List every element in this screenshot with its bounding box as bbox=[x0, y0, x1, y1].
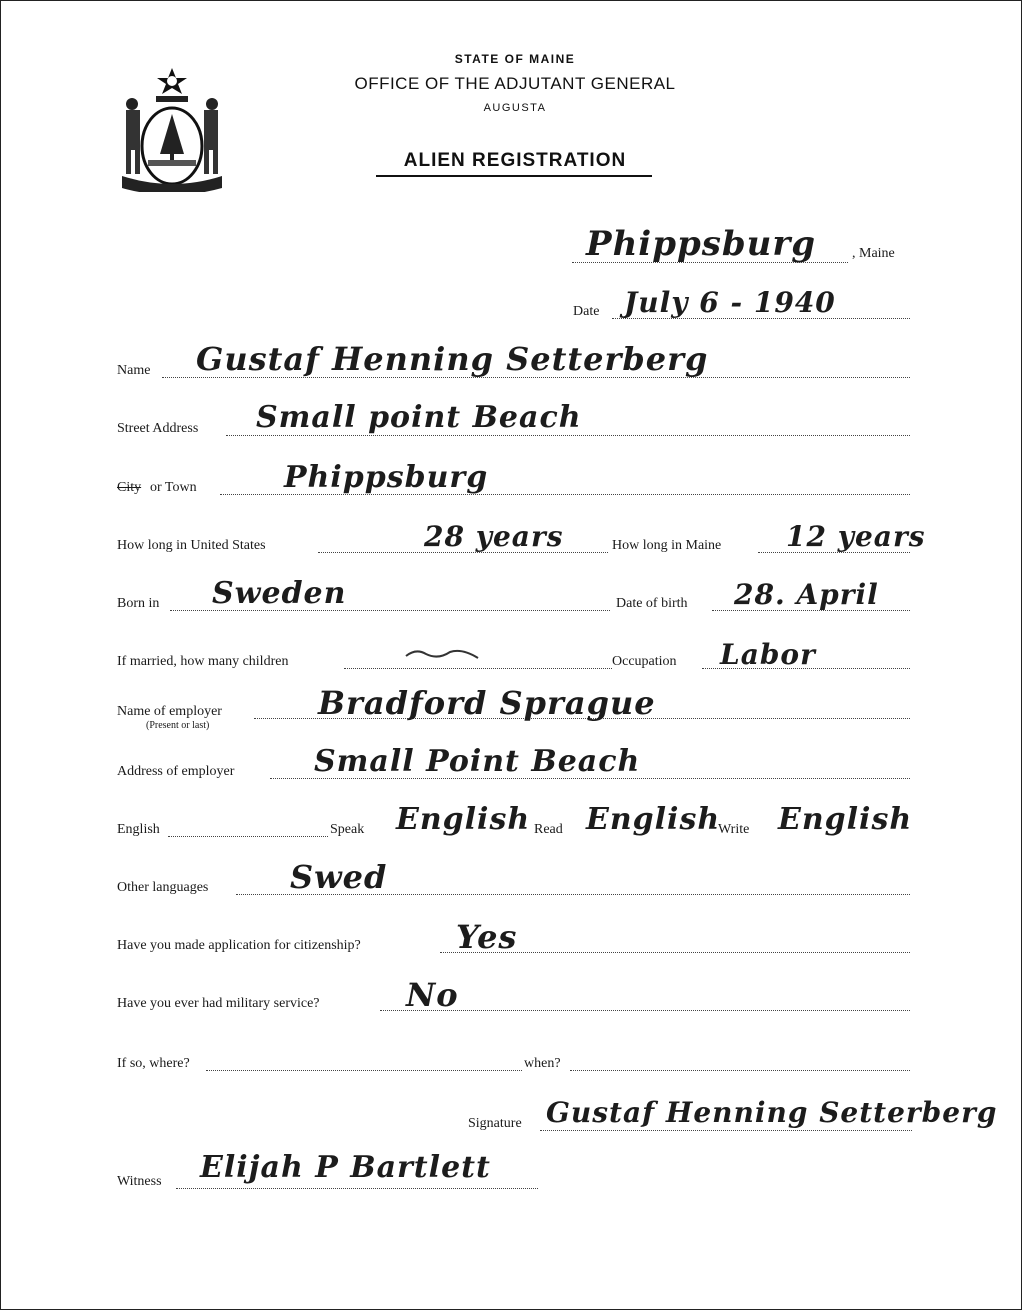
state-heading: STATE OF MAINE bbox=[454, 52, 576, 66]
military-line bbox=[380, 1010, 910, 1011]
town-entry[interactable]: Phippsburg bbox=[284, 460, 489, 495]
speak-entry[interactable]: English bbox=[396, 802, 531, 837]
date-of-birth-entry[interactable]: 28. April bbox=[734, 578, 879, 611]
read-entry[interactable]: English bbox=[586, 802, 721, 837]
street-address-entry[interactable]: Small point Beach bbox=[256, 400, 582, 435]
english-label: English bbox=[117, 822, 160, 837]
years-maine-entry[interactable]: 12 years bbox=[786, 520, 926, 553]
state-seal-icon bbox=[118, 64, 226, 192]
how-long-maine-label: How long in Maine bbox=[612, 538, 722, 553]
or-town-label: or Town bbox=[150, 480, 197, 495]
where-line bbox=[206, 1070, 522, 1071]
witness-label: Witness bbox=[117, 1174, 162, 1189]
witness-line bbox=[176, 1188, 538, 1189]
town-header-entry[interactable]: Phippsburg bbox=[586, 224, 817, 264]
citizenship-label: Have you made application for citizenship? bbox=[117, 938, 361, 953]
write-label: Write bbox=[718, 822, 750, 837]
employer-name-label: Name of employer bbox=[117, 704, 222, 719]
children-dash-mark bbox=[404, 646, 480, 664]
date-entry[interactable]: July 6 - 1940 bbox=[624, 286, 836, 319]
children-line bbox=[344, 668, 612, 669]
employer-note-label: (Present or last) bbox=[146, 720, 210, 731]
english-line bbox=[168, 836, 328, 837]
employer-address-entry[interactable]: Small Point Beach bbox=[314, 744, 641, 779]
employer-address-label: Address of employer bbox=[117, 764, 235, 779]
years-us-entry[interactable]: 28 years bbox=[424, 520, 564, 553]
born-in-entry[interactable]: Sweden bbox=[212, 576, 347, 611]
street-address-line bbox=[226, 435, 910, 436]
city-heading: AUGUSTA bbox=[483, 102, 547, 114]
citizenship-entry[interactable]: Yes bbox=[456, 918, 518, 956]
street-address-label: Street Address bbox=[117, 421, 199, 436]
date-label: Date bbox=[573, 304, 600, 319]
born-in-label: Born in bbox=[117, 596, 160, 611]
form-title: ALIEN REGISTRATION bbox=[403, 150, 627, 171]
military-label: Have you ever had military service? bbox=[117, 996, 320, 1011]
name-label: Name bbox=[117, 363, 151, 378]
name-entry[interactable]: Gustaf Henning Setterberg bbox=[196, 340, 709, 378]
office-heading: OFFICE OF THE ADJUTANT GENERAL bbox=[354, 74, 676, 93]
signature-label: Signature bbox=[468, 1116, 522, 1131]
other-languages-entry[interactable]: Swed bbox=[290, 858, 388, 896]
if-so-where-label: If so, where? bbox=[117, 1056, 190, 1071]
speak-label: Speak bbox=[330, 822, 365, 837]
signature-line bbox=[540, 1130, 912, 1131]
occupation-entry[interactable]: Labor bbox=[720, 638, 816, 671]
when-label: when? bbox=[524, 1056, 561, 1071]
maine-label: , Maine bbox=[852, 246, 895, 261]
witness-entry[interactable]: Elijah P Bartlett bbox=[200, 1150, 491, 1185]
occupation-label: Occupation bbox=[612, 654, 677, 669]
signature-entry[interactable]: Gustaf Henning Setterberg bbox=[546, 1096, 998, 1129]
military-entry[interactable]: No bbox=[406, 976, 459, 1014]
write-entry[interactable]: English bbox=[778, 802, 913, 837]
date-of-birth-label: Date of birth bbox=[616, 596, 688, 611]
city-struck-label: City bbox=[117, 480, 142, 495]
employer-name-entry[interactable]: Bradford Sprague bbox=[318, 684, 656, 722]
when-line bbox=[570, 1070, 910, 1071]
other-languages-label: Other languages bbox=[117, 880, 209, 895]
title-underline bbox=[376, 175, 652, 177]
how-long-us-label: How long in United States bbox=[117, 538, 266, 553]
read-label: Read bbox=[534, 822, 563, 837]
married-children-label: If married, how many children bbox=[117, 654, 289, 669]
